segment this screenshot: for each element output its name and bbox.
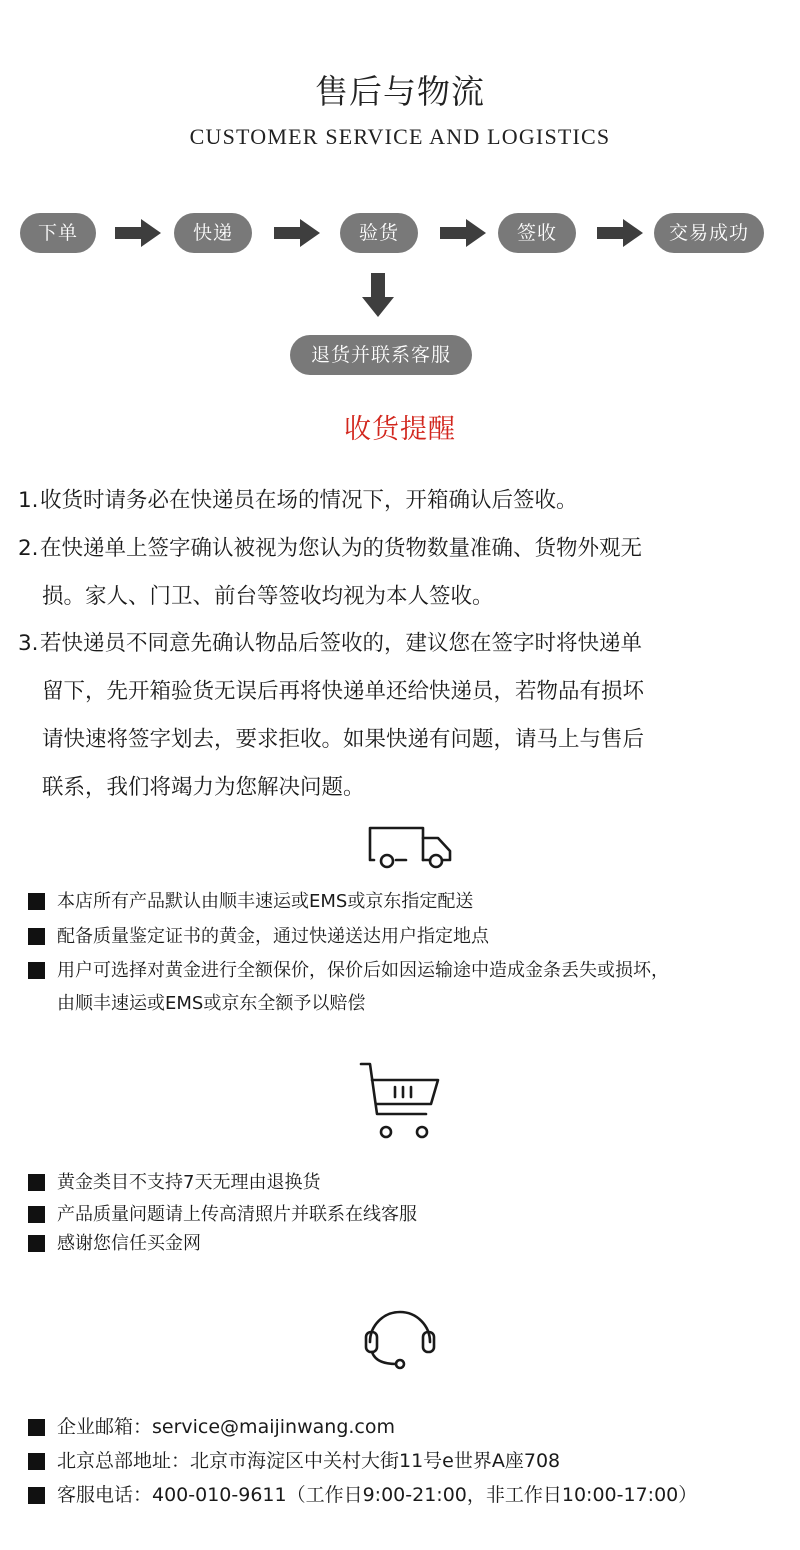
truck-icon bbox=[366, 824, 456, 872]
arrow-right-icon bbox=[440, 219, 486, 247]
returns-item-text: 黄金类目不支持7天无理由退换货 bbox=[57, 1172, 321, 1193]
flow-step-delivery: 快递 bbox=[174, 213, 252, 253]
reminder-item-number: 1. bbox=[18, 488, 39, 513]
bullet-square-icon bbox=[28, 1419, 45, 1436]
reminder-item-number: 2. bbox=[18, 536, 39, 561]
reminder-title: 收货提醒 bbox=[344, 414, 456, 445]
flow-step-order: 下单 bbox=[20, 213, 96, 253]
reminder-item-text: 请快速将签字划去，要求拒收。如果快递有问题，请马上与售后 bbox=[42, 727, 645, 752]
page-subtitle: CUSTOMER SERVICE AND LOGISTICS bbox=[189, 124, 611, 149]
flow-step-inspect: 验货 bbox=[340, 213, 418, 253]
contact-address-text: 北京总部地址：北京市海淀区中关村大街11号e世界A座708 bbox=[57, 1450, 561, 1472]
reminder-item-1 bbox=[18, 477, 778, 525]
returns-item-text: 产品质量问题请上传高清照片并联系在线客服 bbox=[57, 1204, 417, 1225]
flow-step-complete: 交易成功 bbox=[654, 213, 764, 253]
reminder-item-text: 若快递员不同意先确认物品后签收的，建议您在签字时将快递单 bbox=[40, 631, 643, 656]
bullet-square-icon bbox=[28, 1235, 45, 1252]
headset-icon bbox=[362, 1296, 438, 1372]
shopping-cart-icon bbox=[358, 1060, 442, 1142]
arrow-right-icon bbox=[597, 219, 643, 247]
page-title: 售后与物流 bbox=[315, 72, 485, 111]
arrow-down-icon bbox=[362, 273, 394, 317]
shipping-item-text: 本店所有产品默认由顺丰速运或EMS或京东指定配送 bbox=[57, 891, 474, 912]
bullet-square-icon bbox=[28, 962, 45, 979]
reminder-item-2 bbox=[18, 525, 778, 621]
reminder-item-text: 损。家人、门卫、前台等签收均视为本人签收。 bbox=[42, 584, 494, 609]
reminder-item-text: 留下，先开箱验货无误后再将快递单还给快递员，若物品有损坏 bbox=[42, 679, 645, 704]
arrow-right-icon bbox=[115, 219, 161, 247]
shipping-item-text: 用户可选择对黄金进行全额保价，保价后如因运输途中造成金条丢失或损坏， bbox=[57, 960, 669, 981]
bullet-square-icon bbox=[28, 1453, 45, 1470]
reminder-item-text: 联系，我们将竭力为您解决问题。 bbox=[42, 775, 365, 800]
reminder-item-3 bbox=[18, 620, 778, 812]
returns-item-text: 感谢您信任买金网 bbox=[57, 1233, 201, 1254]
bullet-square-icon bbox=[28, 1206, 45, 1223]
reminder-item-text: 在快递单上签字确认被视为您认为的货物数量准确、货物外观无 bbox=[40, 536, 643, 561]
bullet-square-icon bbox=[28, 893, 45, 910]
flow-step-return: 退货并联系客服 bbox=[290, 335, 472, 375]
contact-email-text: 企业邮箱：service@maijinwang.com bbox=[57, 1416, 395, 1438]
shipping-item-text: 配备质量鉴定证书的黄金，通过快递送达用户指定地点 bbox=[57, 926, 489, 947]
reminder-item-number: 3. bbox=[18, 631, 39, 656]
reminder-item-text: 收货时请务必在快递员在场的情况下，开箱确认后签收。 bbox=[40, 488, 578, 513]
bullet-square-icon bbox=[28, 928, 45, 945]
arrow-right-icon bbox=[274, 219, 320, 247]
flow-step-sign: 签收 bbox=[498, 213, 576, 253]
shipping-item-text: 由顺丰速运或EMS或京东全额予以赔偿 bbox=[57, 993, 366, 1014]
bullet-square-icon bbox=[28, 1487, 45, 1504]
bullet-square-icon bbox=[28, 1174, 45, 1191]
contact-phone-text: 客服电话：400-010-9611（工作日9:00-21:00，非工作日10:00-17:00） bbox=[57, 1484, 698, 1506]
